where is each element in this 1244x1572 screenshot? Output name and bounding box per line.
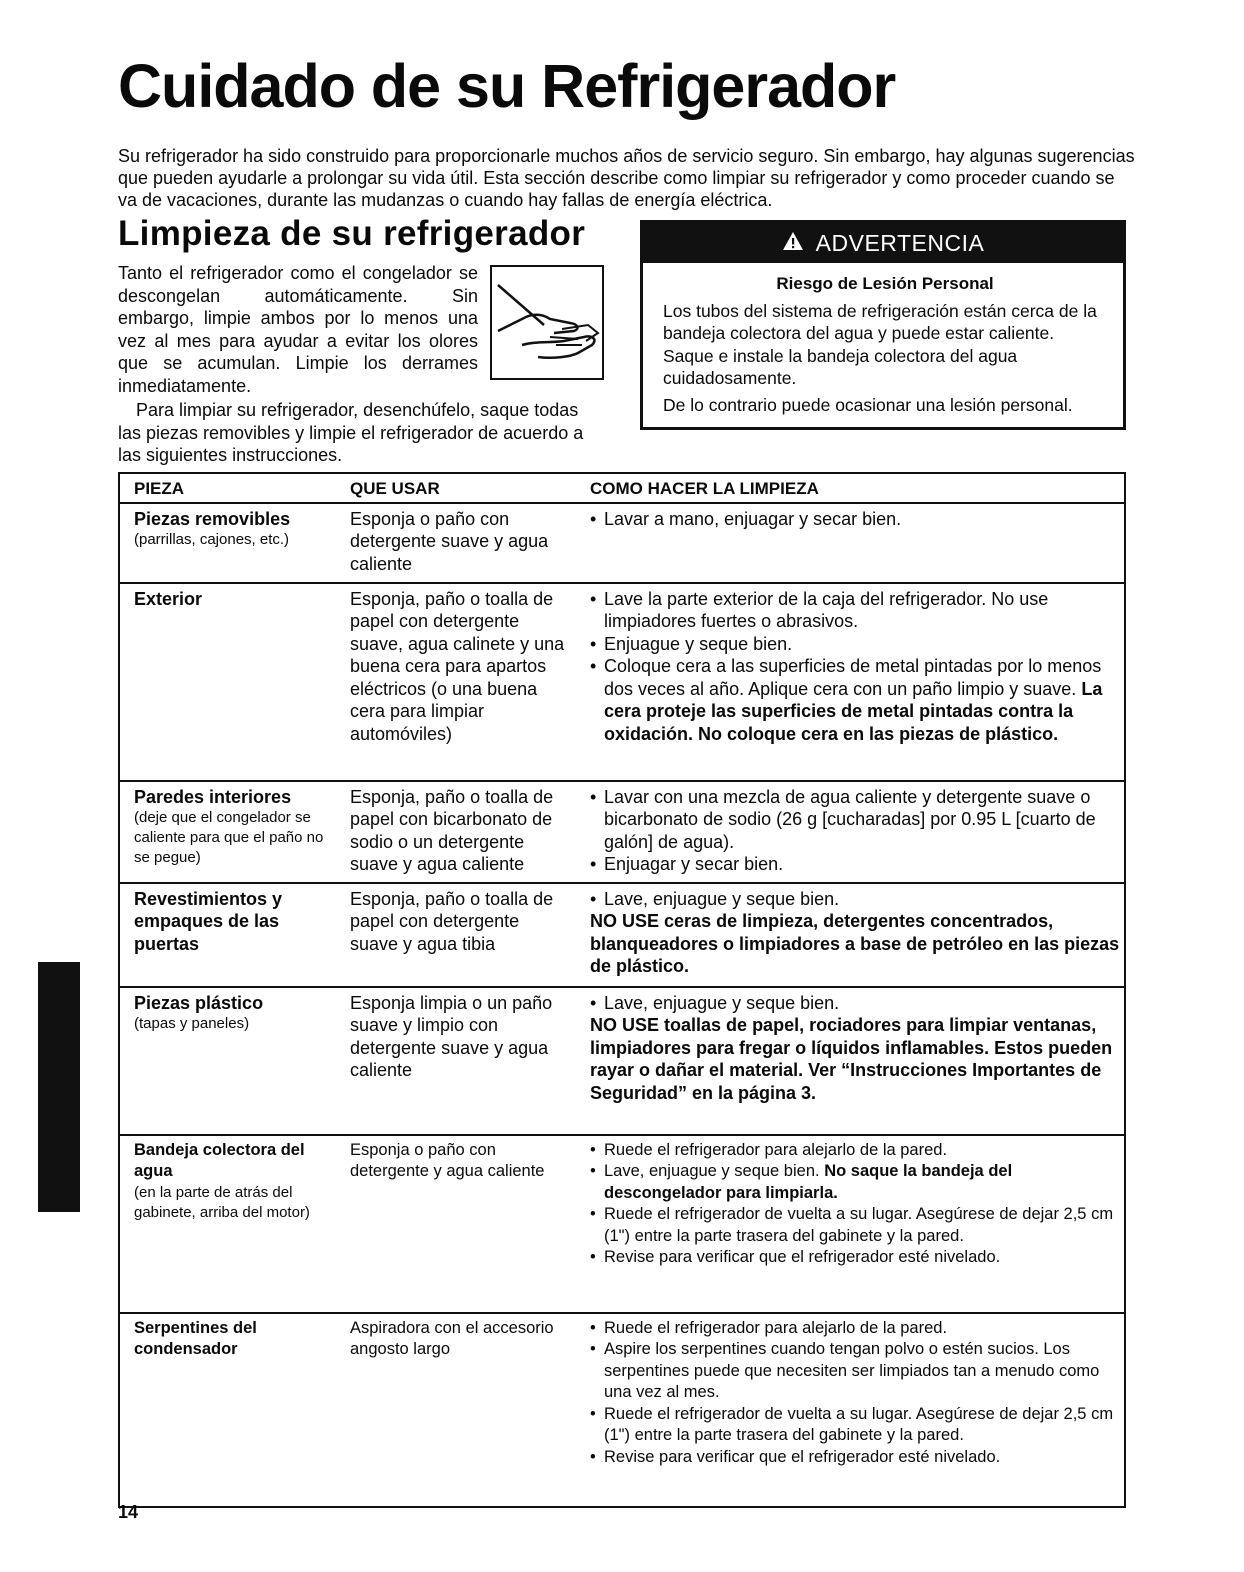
cleaning-table — [118, 472, 1126, 1508]
steps-list — [590, 786, 1120, 876]
side-tab-marker — [38, 962, 80, 1212]
cleaning-supplies: Esponja limpia o un paño suave y limpio con detergente suave y agua caliente — [336, 987, 576, 1135]
list-item: • Ruede el refrigerador para alejarlo de la pared. — [590, 1140, 1120, 1162]
list-item: • Enjuagar y secar bien. — [590, 853, 1120, 876]
section-paragraph-1: Tanto el refrigerador como el congelador se descongelan automáticamente. Sin embargo, limpie ambos por lo menos una vez al mes para ayudar a evitar los olores que se acumulan. Limpie los derrames inmediatamente. — [118, 263, 478, 396]
page-number: 14 — [118, 1502, 139, 1522]
warning-header — [643, 223, 1123, 263]
steps-list — [590, 1140, 1120, 1269]
piece-note: (parrillas, cajones, etc.) — [134, 531, 290, 548]
table-row — [119, 781, 1125, 883]
cleaning-supplies: Esponja, paño o toalla de papel con detergente suave y agua tibia — [336, 883, 576, 987]
warning-text: No saque la bandeja del descongelador para limpiarla. — [604, 1162, 1013, 1202]
list-item — [590, 655, 1120, 745]
cleaning-supplies: Esponja o paño con detergente y agua caliente — [336, 1135, 576, 1313]
list-item: • Revise para verificar que el refrigerador esté nivelado. — [590, 1447, 1120, 1469]
warning-text — [590, 1014, 1120, 1104]
steps-list — [590, 992, 1120, 1015]
piece-name: Exterior — [134, 588, 203, 609]
table-header: QUE USAR — [336, 473, 576, 503]
piece-name: Piezas removibles — [134, 508, 291, 529]
list-item: • Ruede el refrigerador de vuelta a su lugar. Asegúrese de dejar 2,5 cm (1") entre la parte trasera del gabinete y la pared. — [590, 1204, 1120, 1247]
list-item: • Lavar a mano, enjuagar y secar bien. — [590, 508, 1120, 531]
steps-list — [590, 888, 1120, 911]
cleaning-supplies: Esponja o paño con detergente suave y agua caliente — [336, 503, 576, 583]
cleaning-supplies: Esponja, paño o toalla de papel con bicarbonato de sodio o un detergente suave y agua caliente — [336, 781, 576, 883]
intro-paragraph: Su refrigerador ha sido construido para proporcionarle muchos años de servicio seguro. Sin embargo, hay algunas sugerencias que pueden ayudarle a prolongar su vida útil. Esta sección describe como limpiar su refrigerador y como proceder cuando se va de vacaciones, durante las mudanzas o cuando hay fallas de energía eléctrica. — [118, 146, 1135, 210]
table-row — [119, 1313, 1125, 1507]
warning-body: ceras de limpieza, detergentes concentrados, blanqueadores o limpiadores a base de petróleo en las piezas de plástico. — [590, 911, 1120, 976]
piece-name: Paredes interiores — [134, 786, 292, 807]
hand-wiping-icon — [490, 265, 604, 380]
cleaning-supplies: Aspiradora con el accesorio angosto largo — [336, 1313, 576, 1507]
list-item: • Enjuague y seque bien. — [590, 633, 1120, 656]
warning-triangle-icon — [782, 230, 804, 257]
piece-name: Revestimientos y empaques de las puertas — [134, 888, 283, 954]
table-row — [119, 1135, 1125, 1313]
warning-box — [640, 220, 1126, 430]
table-header: PIEZA — [119, 473, 336, 503]
table-row — [119, 583, 1125, 781]
piece-note: (tapas y paneles) — [134, 1015, 250, 1032]
step-text: Lave, enjuague y seque bien. — [604, 1162, 820, 1180]
steps-list — [590, 588, 1120, 746]
section-paragraph-2: Para limpiar su refrigerador, desenchúfelo, saque todas las piezas removibles y limpie el refrigerador de acuerdo a las siguientes instrucciones. — [118, 400, 584, 465]
table-header: COMO HACER LA LIMPIEZA — [576, 473, 1125, 503]
list-item: • Aspire los serpentines cuando tengan polvo o estén sucios. Los serpentines puede que necesiten ser limpiados tan a menudo como una vez al mes. — [590, 1339, 1120, 1404]
cleaning-supplies: Esponja, paño o toalla de papel con detergente suave, agua calinete y una buena cera para apartos eléctricos (o una buena cera para limpiar automóviles) — [336, 583, 576, 781]
piece-name: Bandeja colectora del agua — [134, 1140, 305, 1180]
piece-note: (deje que el congelador se caliente para que el paño no se pegue) — [134, 809, 324, 866]
list-item: • Ruede el refrigerador de vuelta a su lugar. Asegúrese de dejar 2,5 cm (1") entre la parte trasera del gabinete y la pared. — [590, 1404, 1120, 1447]
list-item: • Lavar con una mezcla de agua caliente y detergente suave o bicarbonato de sodio (26 g [cucharadas] por 0.95 L [cuarto de galón] de agua). — [590, 786, 1120, 854]
step-text: Coloque cera a las superficies de metal pintadas por lo menos dos veces al año. Aplique cera con un paño limpio y suave. — [604, 656, 1102, 699]
list-item: • Ruede el refrigerador para alejarlo de la pared. — [590, 1318, 1120, 1340]
piece-note: (en la parte de atrás del gabinete, arriba del motor) — [134, 1183, 310, 1221]
warning-risk: Riesgo de Lesión Personal — [776, 274, 994, 293]
steps-list — [590, 508, 1120, 531]
list-item: • Lave, enjuague y seque bien. — [590, 992, 1120, 1015]
table-row — [119, 987, 1125, 1135]
warning-heading: ADVERTENCIA — [815, 229, 985, 256]
list-item — [590, 1161, 1120, 1204]
piece-name: Serpentines del condensador — [134, 1318, 257, 1358]
steps-list — [590, 1318, 1120, 1469]
table-row — [119, 503, 1125, 583]
section-title: Limpieza de su refrigerador — [118, 214, 586, 253]
warning-text — [590, 910, 1120, 978]
table-row — [119, 883, 1125, 987]
warning-text: Los tubos del sistema de refrigeración están cerca de la bandeja colectora del agua y puede estar caliente. Saque e instale la bandeja colectora del agua cuidadosamente. — [663, 300, 1097, 388]
warning-consequence: De lo contrario puede ocasionar una lesión personal. — [663, 394, 1073, 415]
table-header-row — [119, 473, 1125, 503]
list-item: • Revise para verificar que el refrigerador esté nivelado. — [590, 1247, 1120, 1269]
list-item: • Lave la parte exterior de la caja del refrigerador. No use limpiadores fuertes o abrasivos. — [590, 588, 1120, 633]
warning-text: La cera proteje las superficies de metal pintadas contra la oxidación. No coloque cera en las piezas de plástico. — [604, 678, 1103, 744]
warning-prefix: NO USE — [590, 911, 660, 931]
warning-prefix: NO USE — [590, 1015, 660, 1035]
piece-name: Piezas plástico — [134, 992, 264, 1013]
warning-body: toallas de papel, rociadores para limpiar ventanas, limpiadores para fregar o líquidos inflamables. Estos pueden rayar o dañar el material. Ver “Instrucciones Importantes de Seguridad” en la página 3. — [590, 1015, 1113, 1103]
page-title: Cuidado de su Refrigerador — [118, 52, 896, 120]
list-item: • Lave, enjuague y seque bien. — [590, 888, 1120, 911]
